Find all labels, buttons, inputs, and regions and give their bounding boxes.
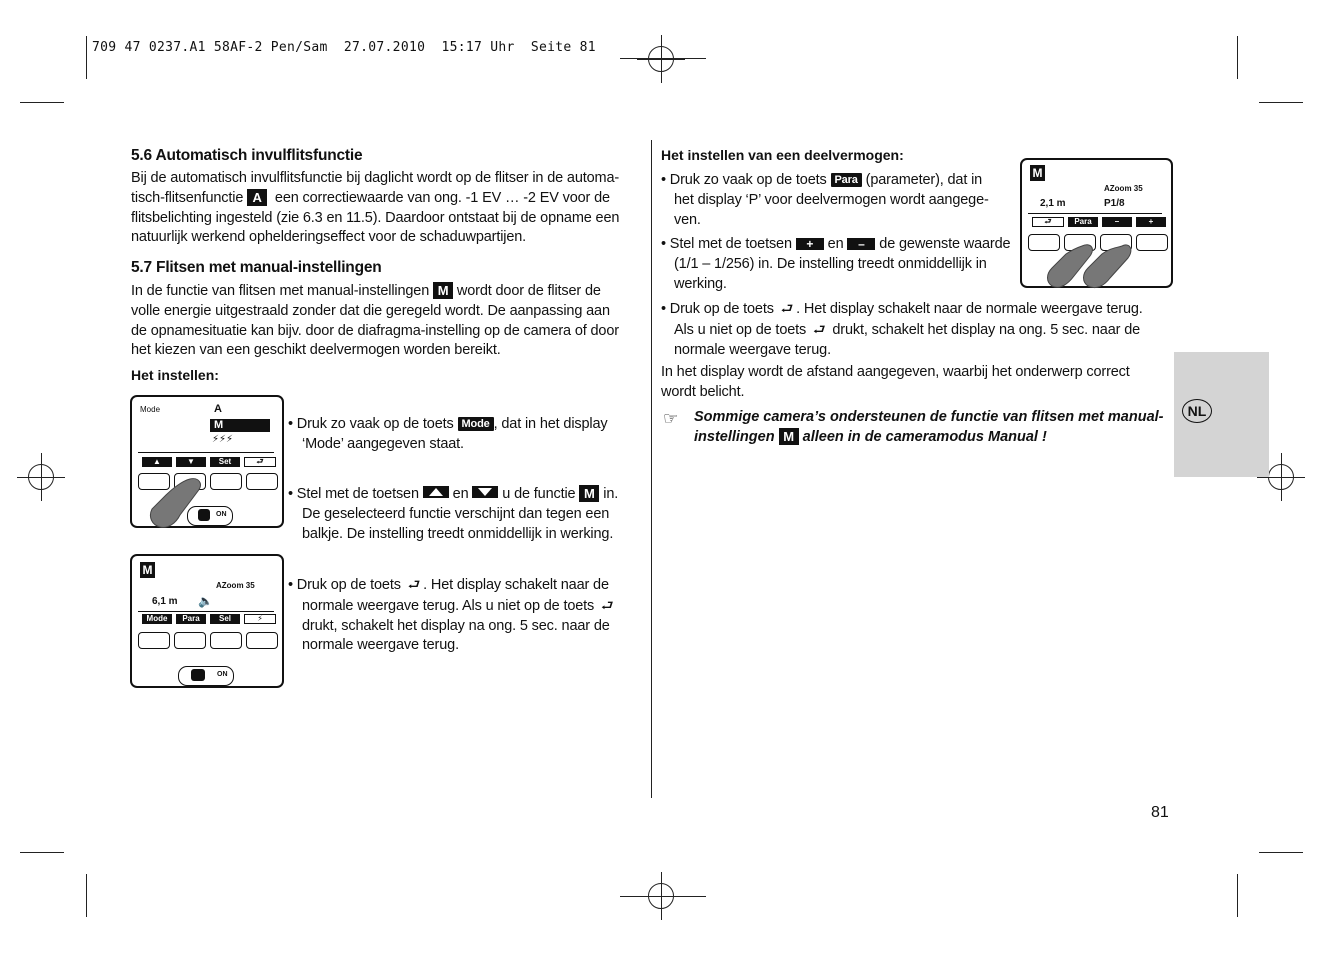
plus-key-icon: + xyxy=(796,238,824,250)
finger-pointer-icon xyxy=(146,475,210,535)
bullet-1 xyxy=(288,415,638,455)
display-option-m: M xyxy=(214,419,224,431)
text-fragment: de gewenste waarde xyxy=(879,236,1011,252)
distance-paragraph xyxy=(661,363,1161,403)
crop-mark xyxy=(1259,852,1303,853)
flash-display-mode-illustration xyxy=(130,395,284,528)
text-line xyxy=(694,428,1164,448)
speaker-icon: 🔈 xyxy=(198,594,213,608)
up-arrow-key-icon xyxy=(423,486,449,498)
finger-pointer-icon xyxy=(1042,240,1132,302)
soft-key-3 xyxy=(210,632,242,649)
section-5-7-title: 5.7 Flitsen met manual-instellingen xyxy=(131,259,382,276)
text-line: (1/1 – 1/256) in. De instelling treedt onmiddellijk in xyxy=(674,255,987,272)
switch-on-label: ON xyxy=(216,511,227,518)
text-line: ‘Mode’ aangegeven staat. xyxy=(302,435,464,452)
flash-key-label: ⚡ xyxy=(244,614,276,624)
text-line: drukt, schakelt het display na ong. 5 sec. naar de xyxy=(302,617,610,634)
soft-key-row xyxy=(1032,217,1166,227)
azoom-readout: AZoom 35 xyxy=(216,581,255,590)
text-line: Bij de automatisch invulflitsfunctie bij daglicht wordt op de flitser in de automa- xyxy=(131,170,620,186)
return-key-label: ⮐ xyxy=(1032,217,1064,227)
column-divider xyxy=(651,140,652,798)
compatibility-note xyxy=(694,408,1164,448)
minus-key-label: – xyxy=(1102,217,1132,227)
text-fragment: instellingen xyxy=(694,428,775,445)
text-fragment: tisch-flitsenfunctie xyxy=(131,189,244,206)
distance-readout: 6,1 m xyxy=(152,596,178,607)
crop-mark xyxy=(1237,874,1238,917)
text-fragment: • Stel met de toetsen xyxy=(288,486,419,502)
text-line: In het display wordt de afstand aangegeven, waarbij het onderwerp correct xyxy=(661,364,1130,380)
text-line xyxy=(661,171,1013,191)
display-divider xyxy=(138,452,274,453)
text-line xyxy=(661,320,1171,341)
para-key-label: Para xyxy=(1068,217,1098,227)
minus-key-icon: – xyxy=(847,238,875,250)
soft-key-3 xyxy=(210,473,242,490)
registration-mark xyxy=(648,883,674,909)
text-line xyxy=(288,596,640,617)
het-instellen-heading: Het instellen: xyxy=(131,367,219,383)
display-divider xyxy=(138,611,274,612)
text-line: normale weergave terug. xyxy=(674,341,831,358)
text-line: het display ‘P’ voor deelvermogen wordt aangege- xyxy=(674,191,989,208)
text-fragment: Als u niet op de toets xyxy=(674,321,807,338)
azoom-readout: AZoom 35 xyxy=(1104,184,1143,193)
flash-display-power-illustration xyxy=(1020,158,1173,288)
down-key-label: ▼ xyxy=(176,457,206,467)
mode-key-icon: Mode xyxy=(458,417,494,431)
manual-mode-indicator: M xyxy=(1030,165,1045,181)
text-line xyxy=(288,485,640,505)
display-option-a: A xyxy=(214,403,222,415)
text-line: werking. xyxy=(674,275,727,292)
crop-mark xyxy=(1237,36,1238,79)
text-line: De geselecteerd functie verschijnt dan tegen een xyxy=(302,505,610,522)
text-fragment: een correctiewaarde van ong. -1 EV … -2 EV voor de xyxy=(274,189,610,206)
text-fragment: drukt, schakelt het display na ong. 5 sec. naar de xyxy=(832,321,1141,338)
right-bullet-3 xyxy=(661,299,1171,360)
crop-mark xyxy=(86,36,87,79)
soft-key-4 xyxy=(1136,234,1168,251)
section-5-7-text xyxy=(131,282,643,361)
power-switch xyxy=(178,666,234,686)
soft-key-2 xyxy=(174,632,206,649)
section-5-6-title: 5.6 Automatisch invulflitsfunctie xyxy=(131,147,363,164)
crop-mark xyxy=(20,102,64,103)
auto-mode-icon: A xyxy=(247,189,267,206)
page-number: 81 xyxy=(1151,804,1169,821)
registration-mark xyxy=(1268,464,1294,490)
set-key-label: Set xyxy=(210,457,240,467)
text-fragment: normale weergave terug. Als u niet op de toets xyxy=(302,597,595,614)
registration-mark xyxy=(28,464,54,490)
text-fragment: (parameter), dat in xyxy=(865,172,983,188)
soft-key-row xyxy=(142,614,276,624)
text-line xyxy=(131,189,641,209)
text-fragment: • Druk op de toets xyxy=(661,301,774,317)
text-line: de opnamesituatie kan bijv. door de diafragma-instelling op de camera of door xyxy=(131,322,619,339)
text-line: het kiezen van een geschikt deelvermogen worden bereikt. xyxy=(131,342,501,359)
flash-series-icon: ⚡⚡⚡ xyxy=(212,434,234,445)
text-fragment: en xyxy=(452,486,469,502)
text-fragment: , dat in het display xyxy=(493,416,608,432)
crop-mark xyxy=(20,852,64,853)
soft-key-1 xyxy=(138,632,170,649)
text-line: natuurlijk werkend ophelderingseffect voor de schaduwpartijen. xyxy=(131,229,527,246)
registration-mark xyxy=(648,46,674,72)
text-fragment: en xyxy=(827,236,844,252)
pointing-hand-icon: ☞ xyxy=(663,409,679,428)
language-badge: NL xyxy=(1182,399,1212,423)
sel-key-label: Sel xyxy=(210,614,240,624)
crop-mark xyxy=(86,874,87,917)
text-line xyxy=(288,575,640,596)
text-line: ven. xyxy=(674,211,701,228)
text-fragment: • Druk op de toets xyxy=(288,577,401,593)
text-fragment: • Druk zo vaak op de toets xyxy=(288,416,454,432)
return-key-label: ⮐ xyxy=(244,457,276,467)
text-line: normale weergave terug. xyxy=(302,637,459,654)
text-fragment: • Druk zo vaak op de toets xyxy=(661,172,827,188)
switch-on-label: ON xyxy=(217,671,228,678)
flash-display-normal-illustration xyxy=(130,554,284,688)
text-fragment: • Stel met de toetsen xyxy=(661,236,792,252)
right-bullet-2 xyxy=(661,235,1017,294)
distance-readout: 2,1 m xyxy=(1040,198,1066,209)
text-line: Sommige camera’s ondersteunen de functie van flitsen met manual- xyxy=(694,409,1164,425)
text-fragment: u de functie xyxy=(502,486,576,502)
deelvermogen-heading: Het instellen van een deelvermogen: xyxy=(661,147,904,163)
text-line: volle energie uitgestraald zonder dat die geregeld wordt. De aanpassing aan xyxy=(131,302,610,319)
display-divider xyxy=(1028,213,1162,214)
text-fragment: alleen in de cameramodus Manual ! xyxy=(802,428,1047,445)
para-key-label: Para xyxy=(176,614,206,624)
crop-mark xyxy=(1259,102,1303,103)
return-key-icon: ⮐ xyxy=(780,300,794,316)
manual-mode-icon: M xyxy=(579,485,599,502)
text-line xyxy=(661,299,1171,320)
soft-key-4 xyxy=(246,632,278,649)
para-key-icon: Para xyxy=(831,173,862,187)
return-key-icon: ⮐ xyxy=(407,576,421,592)
return-key-icon: ⮐ xyxy=(813,320,826,337)
section-5-6-text xyxy=(131,169,641,248)
soft-key-4 xyxy=(246,473,278,490)
switch-knob xyxy=(191,669,205,681)
display-mode-label: Mode xyxy=(140,405,161,414)
text-line xyxy=(131,282,643,302)
bullet-3 xyxy=(288,575,640,656)
manual-mode-indicator: M xyxy=(140,562,155,578)
text-line xyxy=(661,235,1017,255)
text-fragment: in. xyxy=(603,486,619,502)
manual-mode-icon: M xyxy=(779,428,799,445)
text-line: balkje. De instelling treedt onmiddellijk in werking. xyxy=(302,525,614,542)
right-bullet-1 xyxy=(661,171,1013,230)
mode-key-label: Mode xyxy=(142,614,172,624)
text-line: flitsbelichting ingesteld (zie 6.3 en 11.5). Daardoor ontstaat bij de opname een xyxy=(131,209,620,226)
text-fragment: . Het display schakelt naar de xyxy=(423,577,609,593)
print-slug: 709 47 0237.A1 58AF-2 Pen/Sam 27.07.2010 15:17 Uhr Seite 81 xyxy=(92,40,596,55)
bullet-2 xyxy=(288,485,640,544)
soft-key-row xyxy=(142,457,276,467)
plus-key-label: + xyxy=(1136,217,1166,227)
up-key-label: ▲ xyxy=(142,457,172,467)
text-line: wordt belicht. xyxy=(661,383,745,400)
power-readout: P1/8 xyxy=(1104,198,1125,209)
text-fragment: In de functie van flitsen met manual-instellingen xyxy=(131,283,430,299)
manual-mode-icon: M xyxy=(433,282,453,299)
down-arrow-key-icon xyxy=(472,486,498,498)
text-fragment: . Het display schakelt naar de normale weergave terug. xyxy=(796,301,1143,317)
text-fragment: wordt door de flitser de xyxy=(456,283,601,299)
text-line xyxy=(288,415,638,435)
return-key-icon: ⮐ xyxy=(601,596,614,613)
